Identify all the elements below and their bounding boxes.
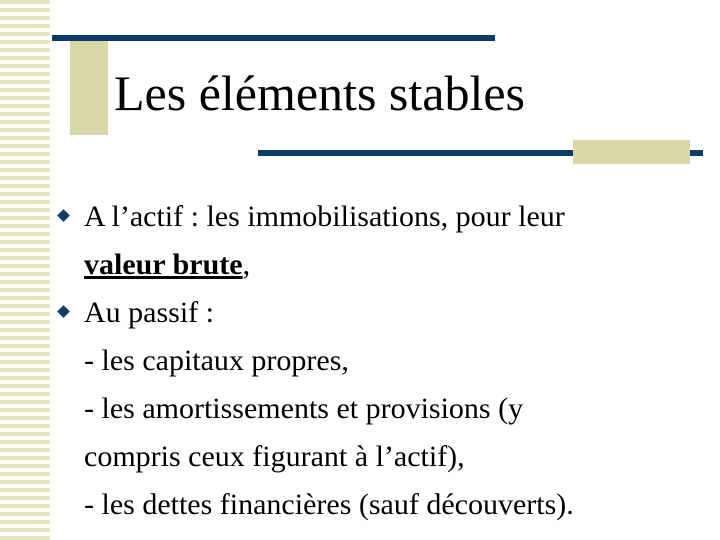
diamond-bullet-icon [57, 305, 70, 318]
sub-item: compris ceux figurant à l’actif), [84, 440, 465, 473]
sub-item: - les dettes financières (sauf découverts). [84, 488, 574, 521]
bullet-text: A l’actif : les immobilisations, pour leur [84, 200, 565, 233]
bullet-text: Au passif : [84, 296, 214, 329]
bullet-text: , [242, 248, 251, 281]
bullet-line [84, 193, 706, 241]
title-right-accent [573, 140, 690, 164]
bullet-item-actif [56, 193, 706, 289]
bullet-line [84, 241, 706, 289]
emphasized-text: valeur brute [84, 248, 243, 281]
diamond-bullet-icon [57, 209, 70, 222]
bullet-line [84, 289, 706, 337]
title-accent-block [70, 40, 108, 135]
title-top-rule [52, 35, 495, 41]
sub-item: - les amortissements et provisions (y [84, 392, 524, 425]
bullet-item-passif [56, 289, 706, 529]
sub-item: - les capitaux propres, [84, 344, 349, 377]
left-stripe-decoration [0, 0, 50, 540]
slide-content [56, 193, 706, 529]
slide-title: Les éléments stables [114, 65, 525, 121]
